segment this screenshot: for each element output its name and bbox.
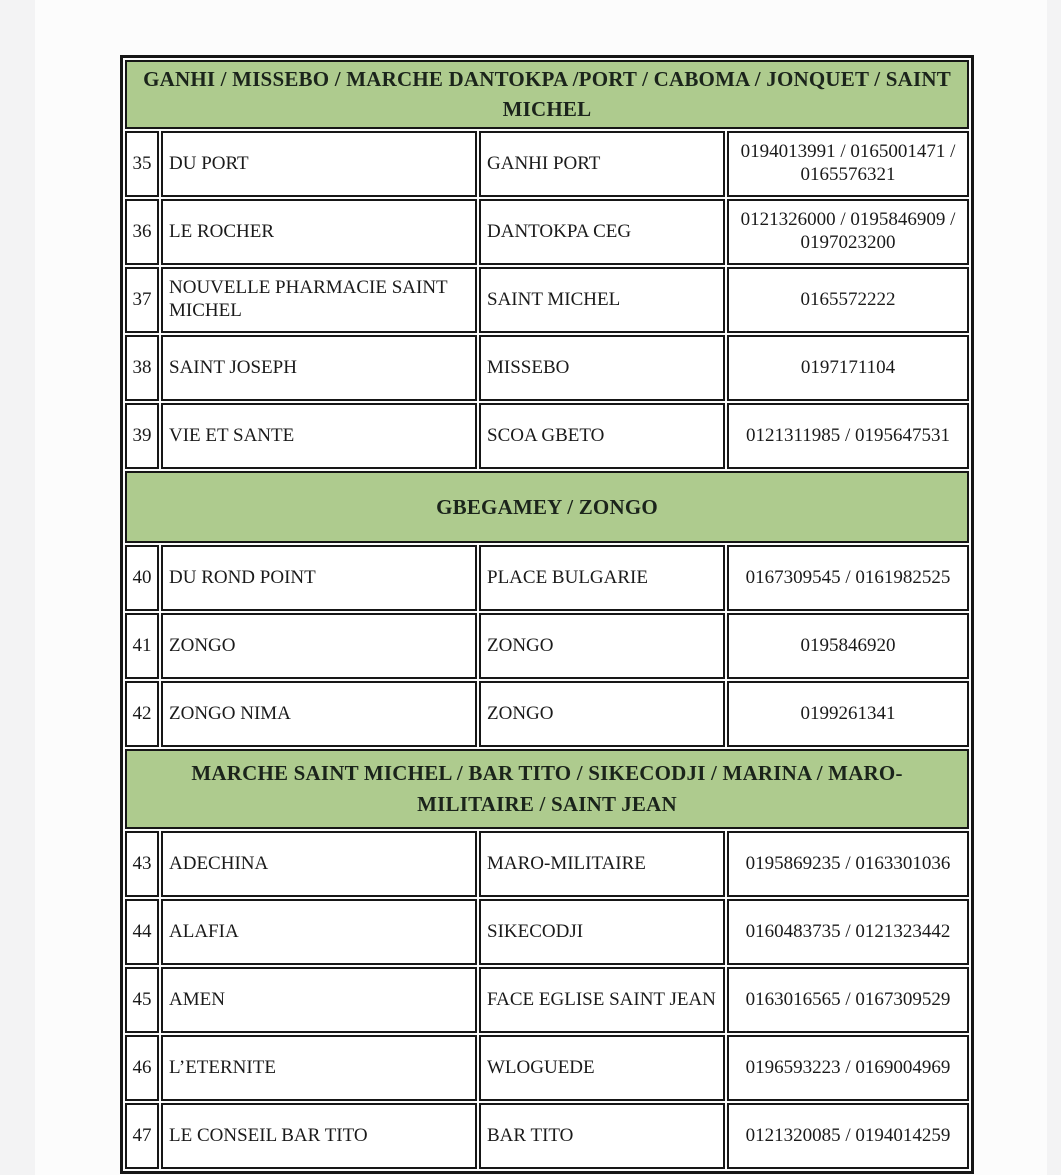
pharmacy-table <box>120 55 974 1174</box>
table-row <box>125 131 969 197</box>
table-row <box>125 403 969 469</box>
pharmacy-location: FACE EGLISE SAINT JEAN <box>479 967 725 1033</box>
section-header-row <box>125 60 969 129</box>
pharmacy-name: ADECHINA <box>161 831 477 897</box>
pharmacy-name: ZONGO NIMA <box>161 681 477 747</box>
pharmacy-phones: 0195869235 / 0163301036 <box>727 831 969 897</box>
section-header-row <box>125 471 969 543</box>
pharmacy-phones: 0196593223 / 0169004969 <box>727 1035 969 1101</box>
table-row <box>125 967 969 1033</box>
row-number: 46 <box>125 1035 159 1101</box>
right-margin-strip <box>1047 0 1061 1175</box>
row-number: 40 <box>125 545 159 611</box>
pharmacy-phones: 0194013991 / 0165001471 / 0165576321 <box>727 131 969 197</box>
pharmacy-phones: 0121326000 / 0195846909 / 0197023200 <box>727 199 969 265</box>
pharmacy-name: DU PORT <box>161 131 477 197</box>
pharmacy-name: ALAFIA <box>161 899 477 965</box>
pharmacy-location: MARO-MILITAIRE <box>479 831 725 897</box>
pharmacy-location: ZONGO <box>479 681 725 747</box>
pharmacy-phones: 0160483735 / 0121323442 <box>727 899 969 965</box>
pharmacy-location: ZONGO <box>479 613 725 679</box>
pharmacy-location: WLOGUEDE <box>479 1035 725 1101</box>
pharmacy-location: BAR TITO <box>479 1103 725 1169</box>
table-row <box>125 545 969 611</box>
pharmacy-location: MISSEBO <box>479 335 725 401</box>
row-number: 43 <box>125 831 159 897</box>
table-row <box>125 899 969 965</box>
table-row <box>125 335 969 401</box>
pharmacy-phones: 0121311985 / 0195647531 <box>727 403 969 469</box>
pharmacy-location: GANHI PORT <box>479 131 725 197</box>
row-number: 45 <box>125 967 159 1033</box>
pharmacy-phones: 0195846920 <box>727 613 969 679</box>
section-header-label: MARCHE SAINT MICHEL / BAR TITO / SIKECODJI / MARINA / MARO-MILITAIRE / SAINT JEAN <box>125 749 969 829</box>
row-number: 39 <box>125 403 159 469</box>
pharmacy-location: SCOA GBETO <box>479 403 725 469</box>
section-header-label: GANHI / MISSEBO / MARCHE DANTOKPA /PORT / CABOMA / JONQUET / SAINT MICHEL <box>125 60 969 129</box>
pharmacy-name: LE ROCHER <box>161 199 477 265</box>
left-margin-strip <box>0 0 35 1175</box>
table-row <box>125 613 969 679</box>
row-number: 47 <box>125 1103 159 1169</box>
pharmacy-location: SAINT MICHEL <box>479 267 725 333</box>
table-row <box>125 1035 969 1101</box>
pharmacy-name: ZONGO <box>161 613 477 679</box>
pharmacy-phones: 0199261341 <box>727 681 969 747</box>
pharmacy-phones: 0167309545 / 0161982525 <box>727 545 969 611</box>
pharmacy-phones: 0121320085 / 0194014259 <box>727 1103 969 1169</box>
table-row <box>125 267 969 333</box>
row-number: 41 <box>125 613 159 679</box>
pharmacy-name: DU ROND POINT <box>161 545 477 611</box>
table-row <box>125 831 969 897</box>
pharmacy-name: L’ETERNITE <box>161 1035 477 1101</box>
pharmacy-name: VIE ET SANTE <box>161 403 477 469</box>
table-row <box>125 1103 969 1169</box>
row-number: 44 <box>125 899 159 965</box>
section-header-label: GBEGAMEY / ZONGO <box>125 471 969 543</box>
pharmacy-phones: 0165572222 <box>727 267 969 333</box>
row-number: 37 <box>125 267 159 333</box>
pharmacy-name: NOUVELLE PHARMACIE SAINT MICHEL <box>161 267 477 333</box>
row-number: 38 <box>125 335 159 401</box>
pharmacy-location: SIKECODJI <box>479 899 725 965</box>
pharmacy-name: LE CONSEIL BAR TITO <box>161 1103 477 1169</box>
pharmacy-location: PLACE BULGARIE <box>479 545 725 611</box>
row-number: 42 <box>125 681 159 747</box>
pharmacy-name: AMEN <box>161 967 477 1033</box>
table-row <box>125 199 969 265</box>
row-number: 36 <box>125 199 159 265</box>
table-row <box>125 681 969 747</box>
row-number: 35 <box>125 131 159 197</box>
pharmacy-phones: 0197171104 <box>727 335 969 401</box>
section-header-row <box>125 749 969 829</box>
pharmacy-location: DANTOKPA CEG <box>479 199 725 265</box>
pharmacy-name: SAINT JOSEPH <box>161 335 477 401</box>
pharmacy-phones: 0163016565 / 0167309529 <box>727 967 969 1033</box>
